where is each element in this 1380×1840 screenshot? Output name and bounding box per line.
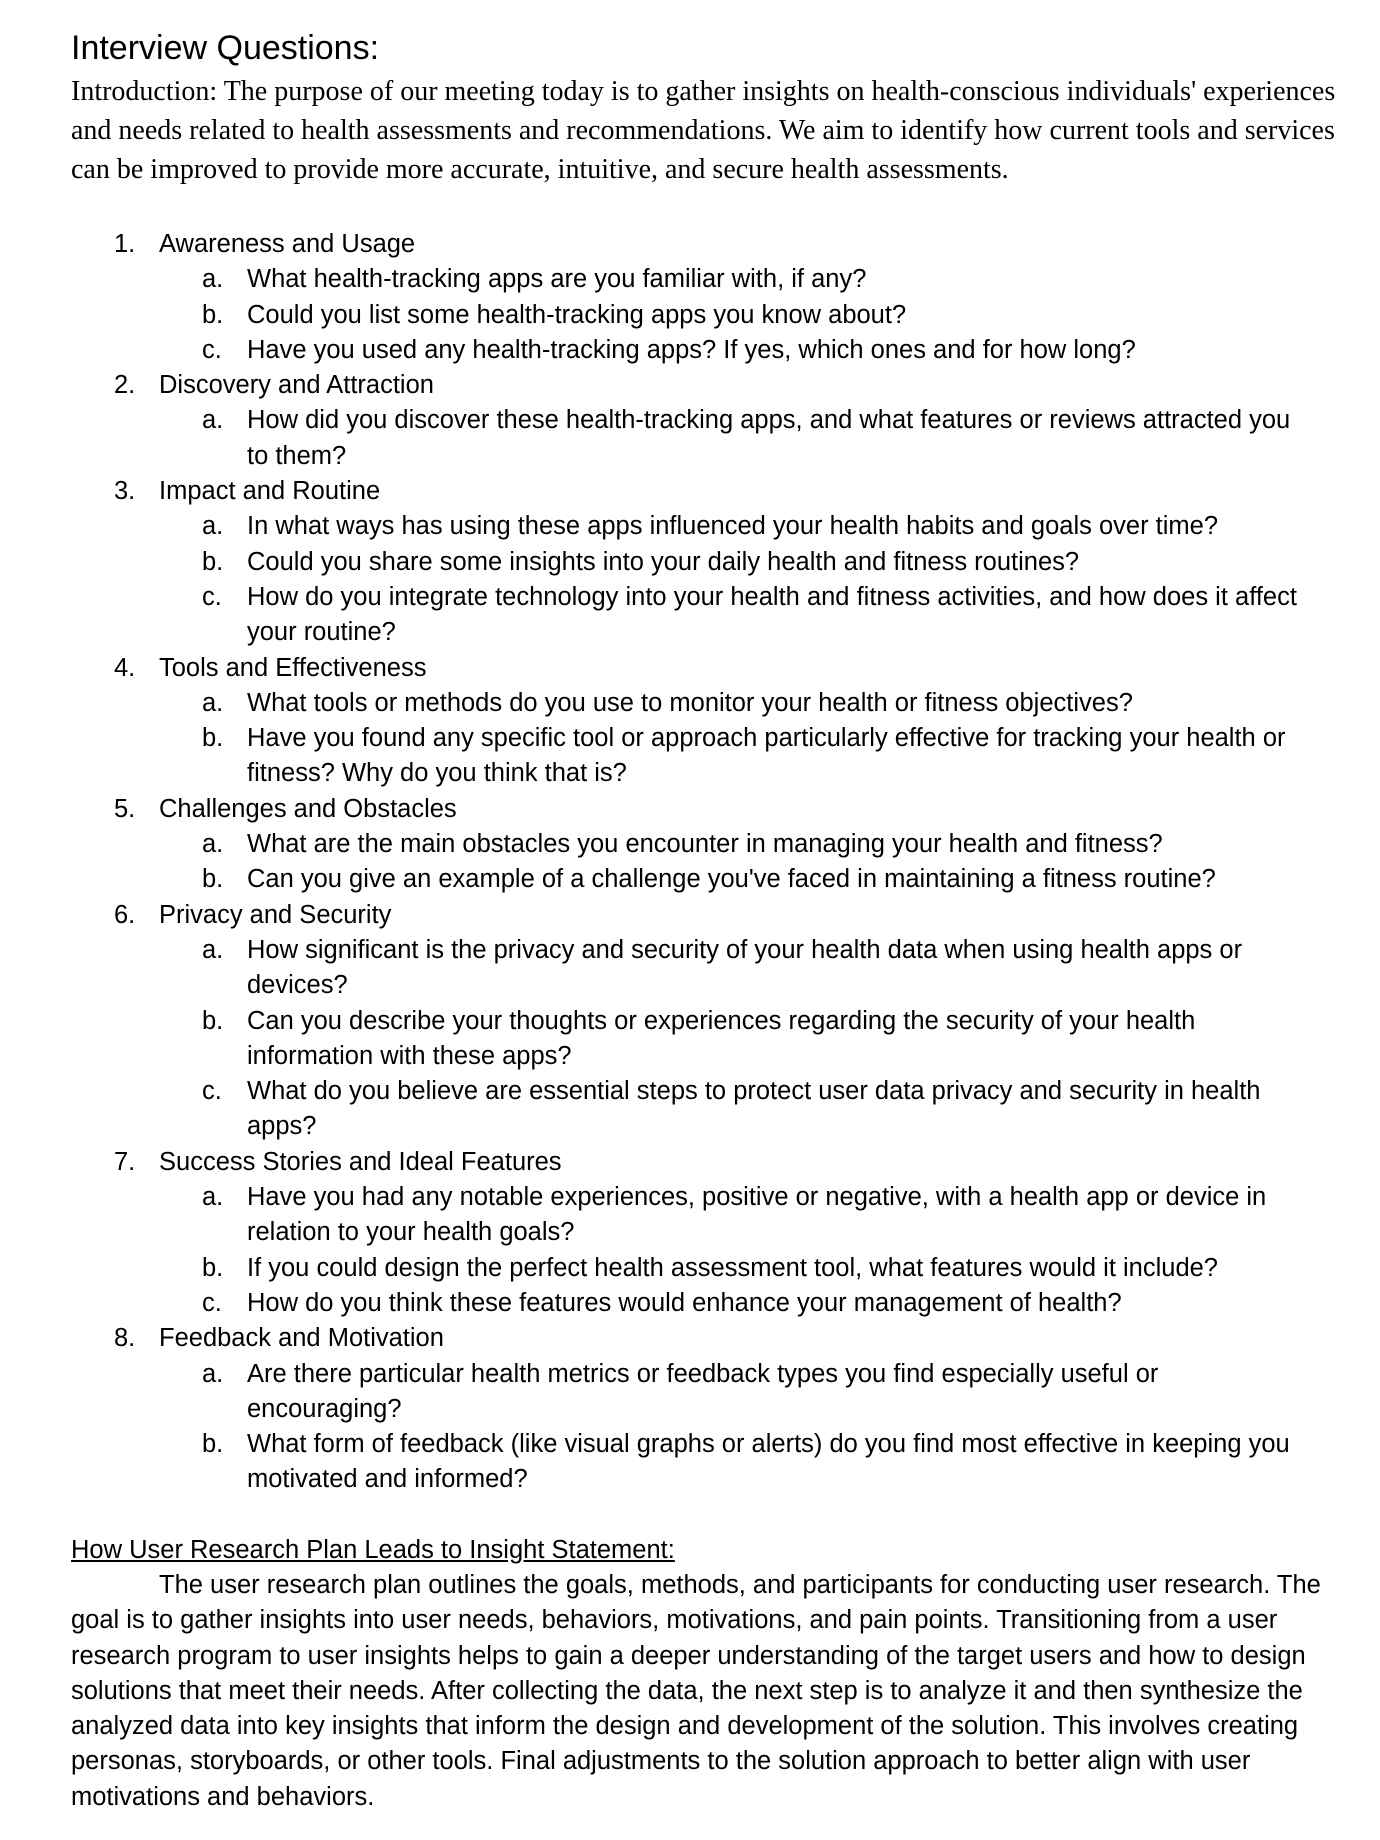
question-letter: a. — [202, 512, 224, 541]
question-item — [159, 686, 1317, 721]
question-letter: b. — [202, 1006, 224, 1035]
question-section — [71, 474, 1341, 650]
question-text: How significant is the privacy and security of your health data when using health apps or devices? — [247, 935, 1243, 1000]
question-text: What tools or methods do you use to monitor your health or fitness objectives? — [247, 688, 1133, 717]
question-text: If you could design the perfect health assessment tool, what features would it include? — [247, 1253, 1218, 1282]
question-text: How do you integrate technology into your health and fitness activities, and how does it affect your routine? — [247, 582, 1297, 647]
question-letter: b. — [202, 1253, 224, 1282]
question-text: Can you give an example of a challenge you've faced in maintaining a fitness routine? — [247, 865, 1216, 894]
question-item — [159, 1004, 1317, 1075]
question-letter: c. — [202, 1077, 222, 1106]
section-number: 5. — [114, 794, 136, 823]
question-letter: a. — [202, 265, 224, 294]
question-letter: a. — [202, 1359, 224, 1388]
question-text: What form of feedback (like visual graphs or alerts) do you find most effective in keeping you motivated and informed? — [247, 1430, 1290, 1494]
section-heading: Privacy and Security — [159, 900, 392, 929]
question-section — [71, 1321, 1341, 1497]
question-section — [71, 368, 1341, 474]
sub-question-list — [159, 262, 1341, 368]
section-heading: Discovery and Attraction — [159, 371, 434, 400]
question-item — [159, 1180, 1317, 1251]
question-item — [159, 933, 1317, 1004]
question-item — [159, 721, 1317, 792]
question-letter: a. — [202, 406, 224, 435]
question-item — [159, 580, 1317, 651]
question-text: Are there particular health metrics or feedback types you find especially useful or encouraging? — [247, 1359, 1159, 1423]
question-section — [71, 898, 1341, 1145]
question-text: Have you had any notable experiences, positive or negative, with a health app or device in relation to your health goals? — [247, 1183, 1267, 1247]
question-letter: b. — [202, 865, 224, 894]
section-number: 8. — [114, 1324, 136, 1353]
sub-question-list — [159, 403, 1341, 474]
section-number: 2. — [114, 371, 136, 400]
sub-question-list — [159, 1357, 1341, 1498]
question-item — [159, 827, 1317, 862]
question-item — [159, 1427, 1317, 1498]
question-list — [71, 227, 1341, 1498]
question-letter: b. — [202, 547, 224, 576]
question-letter: b. — [202, 300, 224, 329]
question-text: What health-tracking apps are you familiar with, if any? — [247, 265, 867, 294]
sub-question-list — [159, 509, 1341, 650]
section-heading: Challenges and Obstacles — [159, 794, 457, 823]
sub-question-list — [159, 1180, 1341, 1321]
question-item — [159, 298, 1317, 333]
question-text: How did you discover these health-tracking apps, and what features or reviews attracted you to them? — [247, 406, 1291, 470]
question-letter: c. — [202, 335, 222, 364]
question-letter: c. — [202, 1288, 222, 1317]
research-paragraph: The user research plan outlines the goals, methods, and participants for conducting user research. The goal is to gather insights into user needs, behaviors, motivations, and pain points. Transitioning from a user research program to user insights helps to gain a deeper understanding of the target users and how to design solutions that meet their needs. After collecting the data, the next step is to analyze it and then synthesize the analyzed data into key insights that inform the design and development of the solution. This involves creating personas, storyboards, or other tools. Final adjustments to the solution approach to better align with user motivations and behaviors. — [71, 1570, 1321, 1811]
question-item — [159, 545, 1317, 580]
section-number: 7. — [114, 1147, 136, 1176]
question-item — [159, 333, 1317, 368]
question-item — [159, 1286, 1317, 1321]
question-letter: a. — [202, 830, 224, 859]
question-text: Have you found any specific tool or approach particularly effective for tracking your health or fitness? Why do you think that is? — [247, 724, 1286, 788]
sub-question-list — [159, 686, 1341, 792]
section-number: 6. — [114, 900, 136, 929]
question-text: What do you believe are essential steps to protect user data privacy and security in health apps? — [247, 1077, 1261, 1141]
question-item — [159, 1357, 1317, 1428]
question-text: Could you share some insights into your daily health and fitness routines? — [247, 547, 1080, 576]
question-section — [71, 792, 1341, 898]
question-text: What are the main obstacles you encounter in managing your health and fitness? — [247, 830, 1163, 859]
question-letter: b. — [202, 1430, 224, 1459]
sub-question-list — [159, 827, 1341, 898]
introduction-paragraph: Introduction: The purpose of our meeting today is to gather insights on health-conscious individuals' experiences and needs related to health assessments and recommendations. We aim to identify how current tools and services can be improved to provide more accurate, intuitive, and secure health assessments. — [71, 76, 1336, 185]
question-item — [159, 262, 1317, 297]
section-number: 4. — [114, 653, 136, 682]
question-section — [71, 1145, 1341, 1321]
question-text: Have you used any health-tracking apps? If yes, which ones and for how long? — [247, 335, 1136, 364]
page-title: Interview Questions: — [71, 29, 380, 67]
section-number: 3. — [114, 477, 136, 506]
question-letter: c. — [202, 582, 222, 611]
section-heading: Success Stories and Ideal Features — [159, 1147, 562, 1176]
question-item — [159, 862, 1317, 897]
document-page — [71, 28, 1341, 1815]
question-section — [71, 651, 1341, 792]
section-heading: Impact and Routine — [159, 477, 381, 506]
question-letter: a. — [202, 935, 224, 964]
question-item — [159, 1251, 1317, 1286]
question-item — [159, 403, 1317, 474]
question-item — [159, 1074, 1317, 1145]
section-number: 1. — [114, 230, 136, 258]
sub-question-list — [159, 933, 1341, 1145]
question-item — [159, 509, 1317, 544]
question-letter: a. — [202, 688, 224, 717]
section-heading: Tools and Effectiveness — [159, 653, 427, 682]
question-section — [71, 227, 1341, 368]
research-heading: How User Research Plan Leads to Insight Statement: — [71, 1535, 675, 1564]
section-heading: Feedback and Motivation — [159, 1324, 444, 1353]
question-letter: b. — [202, 724, 224, 753]
question-text: How do you think these features would enhance your management of health? — [247, 1288, 1122, 1317]
question-text: Could you list some health-tracking apps you know about? — [247, 300, 907, 329]
question-text: Can you describe your thoughts or experiences regarding the security of your health information with these apps? — [247, 1006, 1196, 1070]
section-heading: Awareness and Usage — [159, 230, 416, 258]
question-letter: a. — [202, 1183, 224, 1212]
question-text: In what ways has using these apps influenced your health habits and goals over time? — [247, 512, 1219, 541]
